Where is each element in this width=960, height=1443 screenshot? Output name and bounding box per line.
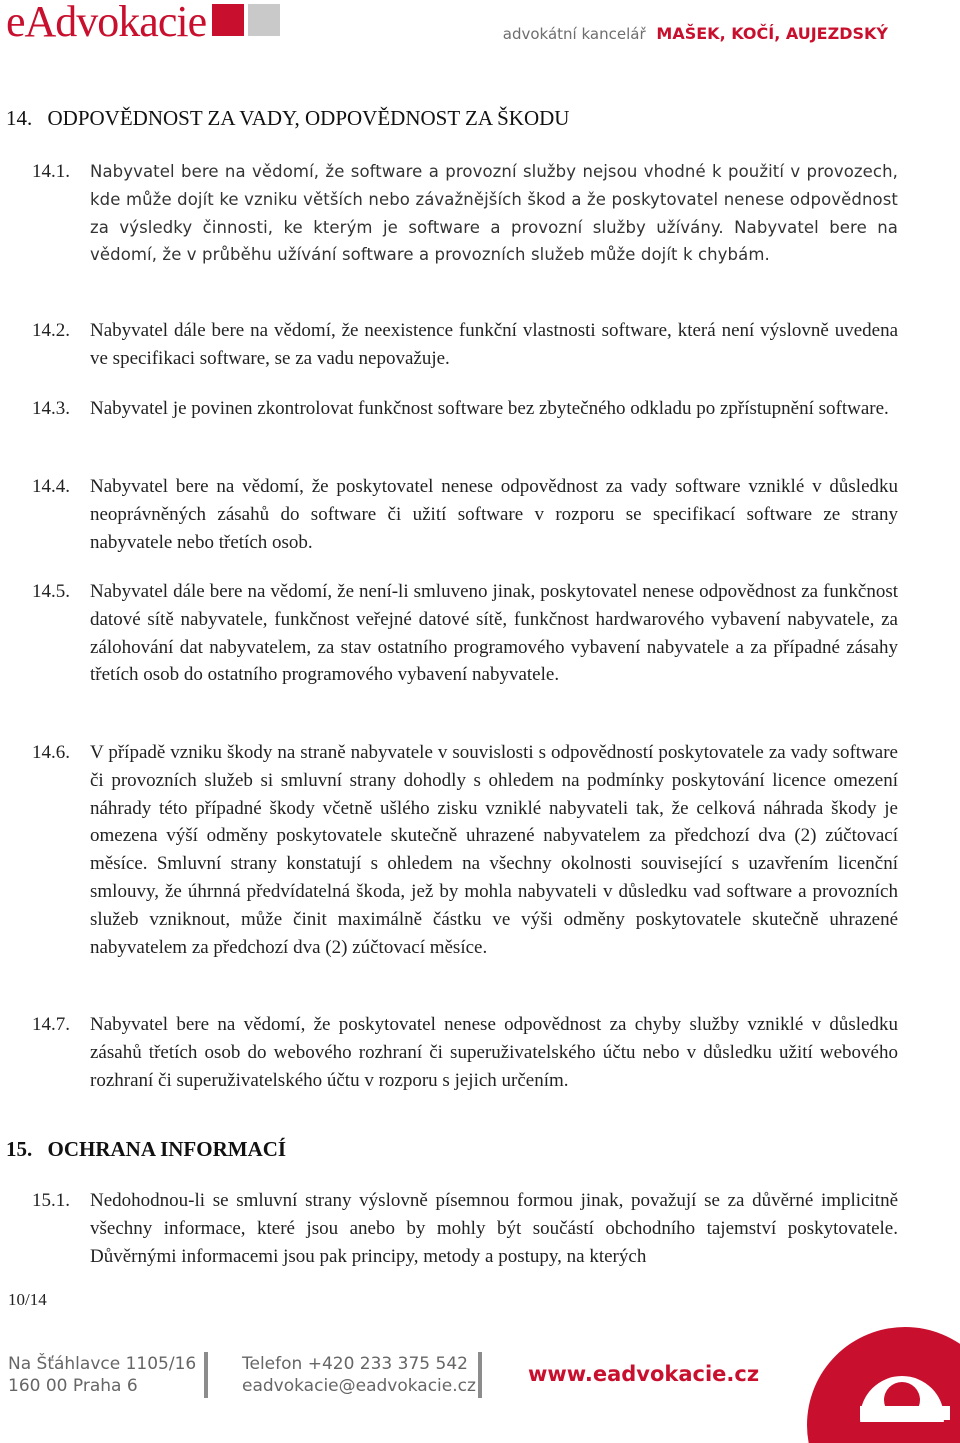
clause-text: Nabyvatel bere na vědomí, že software a provozní služby nejsou vhodné k použití v provozech, kde může dojít ke vzniku větších nebo závažnějších škod a že poskytovatel nenese odpovědnost za výsledky činnosti, ke kterým je software a provozní služby užívány. Nabyvatel bere na vědomí, že v průběhu užívání software a provozních služeb může dojít k chybám. — [90, 162, 898, 265]
section-14-number: 14. — [6, 106, 33, 130]
page-number: 10/14 — [8, 1290, 47, 1309]
firm-label: advokátní kancelář — [502, 25, 646, 43]
section-15-title: OCHRANA INFORMACÍ — [47, 1137, 287, 1161]
clause-14-1 — [32, 158, 898, 269]
clause-text: Nabyvatel dále bere na vědomí, že není-li smluveno jinak, poskytovatel nenese odpovědnost za funkčnost datové sítě nabyvatele, funkčnost veřejné datové sítě, funkčnost hardwarového vybavení nabyvatele, za zálohování dat nabyvatelem, za stav ostatního programového vybavení nabyvatele a za případné zásahy třetích osob do ostatního programového vybavení nabyvatele. — [90, 581, 898, 686]
footer-website-link[interactable]: www.eadvokacie.cz — [528, 1362, 760, 1386]
eadvokacie-logo — [6, 0, 280, 44]
logo-gray-square — [248, 4, 280, 36]
clause-15-1 — [32, 1187, 898, 1270]
clause-number: 14.5. — [32, 581, 70, 602]
page-footer — [0, 1340, 960, 1443]
clause-number: 15.1. — [32, 1190, 70, 1211]
clause-14-4 — [32, 473, 898, 556]
clause-number: 14.1. — [32, 161, 70, 182]
brand-e-icon — [790, 1310, 960, 1443]
logo-text: eAdvokacie — [6, 0, 207, 46]
address-street: Na Šťáhlavce 1105/16 — [8, 1354, 197, 1374]
logo-squares — [212, 4, 280, 36]
footer-contact — [242, 1353, 476, 1397]
clause-number: 14.3. — [32, 398, 70, 419]
section-15-heading — [6, 1137, 286, 1162]
clause-text: Nedohodnou-li se smluvní strany výslovně písemnou formou jinak, považují se za důvěrné implicitně všechny informace, které jsou anebo by mohly být součástí obchodního tajemství poskytovatele. Důvěrnými informacemi jsou pak principy, metody a postupy, na kterých — [90, 1190, 898, 1267]
section-14-heading — [6, 106, 569, 131]
clause-text: Nabyvatel bere na vědomí, že poskytovatel nenese odpovědnost za vady software vzniklé v důsledku neoprávněných zásahů do software či užití software v rozporu se specifikací software ze strany nabyvatele nebo třetích osob. — [90, 476, 898, 553]
section-14-title: ODPOVĚDNOST ZA VADY, ODPOVĚDNOST ZA ŠKODU — [47, 106, 570, 130]
clause-text: Nabyvatel je povinen zkontrolovat funkčnost software bez zbytečného odkladu po zpřístupnění software. — [90, 398, 889, 419]
firm-name — [503, 24, 888, 43]
clause-14-5 — [32, 578, 898, 689]
clause-text: Nabyvatel dále bere na vědomí, že neexistence funkční vlastnosti software, která není výslovně uvedena ve specifikaci software, se za vadu nepovažuje. — [90, 320, 898, 369]
firm-partners: MAŠEK, KOČÍ, AUJEZDSKÝ — [656, 24, 888, 43]
clause-number: 14.6. — [32, 742, 70, 763]
clause-14-6 — [32, 739, 898, 961]
logo-red-square — [212, 4, 244, 36]
section-15-number: 15. — [6, 1137, 33, 1161]
address-city: 160 00 Praha 6 — [8, 1376, 138, 1396]
page-header — [0, 0, 960, 60]
clause-14-7 — [32, 1011, 898, 1094]
footer-phone: Telefon +420 233 375 542 — [242, 1354, 468, 1374]
clause-number: 14.2. — [32, 320, 70, 341]
footer-address — [8, 1353, 196, 1397]
clause-text: Nabyvatel bere na vědomí, že poskytovatel nenese odpovědnost za chyby služby vzniklé v důsledku zásahů třetích osob do webového rozhraní či superuživatelského účtu nebo v důsledku užití webového rozhraní či superuživatelského účtu v rozporu s jejich určením. — [90, 1014, 898, 1091]
clause-14-3 — [32, 395, 898, 423]
footer-divider — [204, 1352, 208, 1398]
clause-number: 14.4. — [32, 476, 70, 497]
footer-email[interactable]: eadvokacie@eadvokacie.cz — [242, 1376, 476, 1396]
clause-14-2 — [32, 317, 898, 373]
clause-text: V případě vzniku škody na straně nabyvatele v souvislosti s odpovědností poskytovatele za vady software či provozních služeb si smluvní strany dohodly s ohledem na podmínky poskytování licence omezení náhrady této případné škody včetně ušlého zisku vzniklé nabyvateli tak, že celková náhrada škody je omezena výší odměny poskytovatele skutečně uhrazené nabyvatelem za předchozí dva (2) zúčtovací měsíce. Smluvní strany konstatují s ohledem na všechny okolnosti související s uzavřením licenční smlouvy, že úhrnná předvídatelná škoda, jež by mohla nabyvateli v důsledku vad software a provozních služeb vzniknout, může činit maximálně částku ve výši odměny poskytovatele skutečně uhrazené nabyvatelem za předchozí dva (2) zúčtovací měsíce. — [90, 742, 898, 958]
footer-divider — [478, 1352, 482, 1398]
clause-number: 14.7. — [32, 1014, 70, 1035]
